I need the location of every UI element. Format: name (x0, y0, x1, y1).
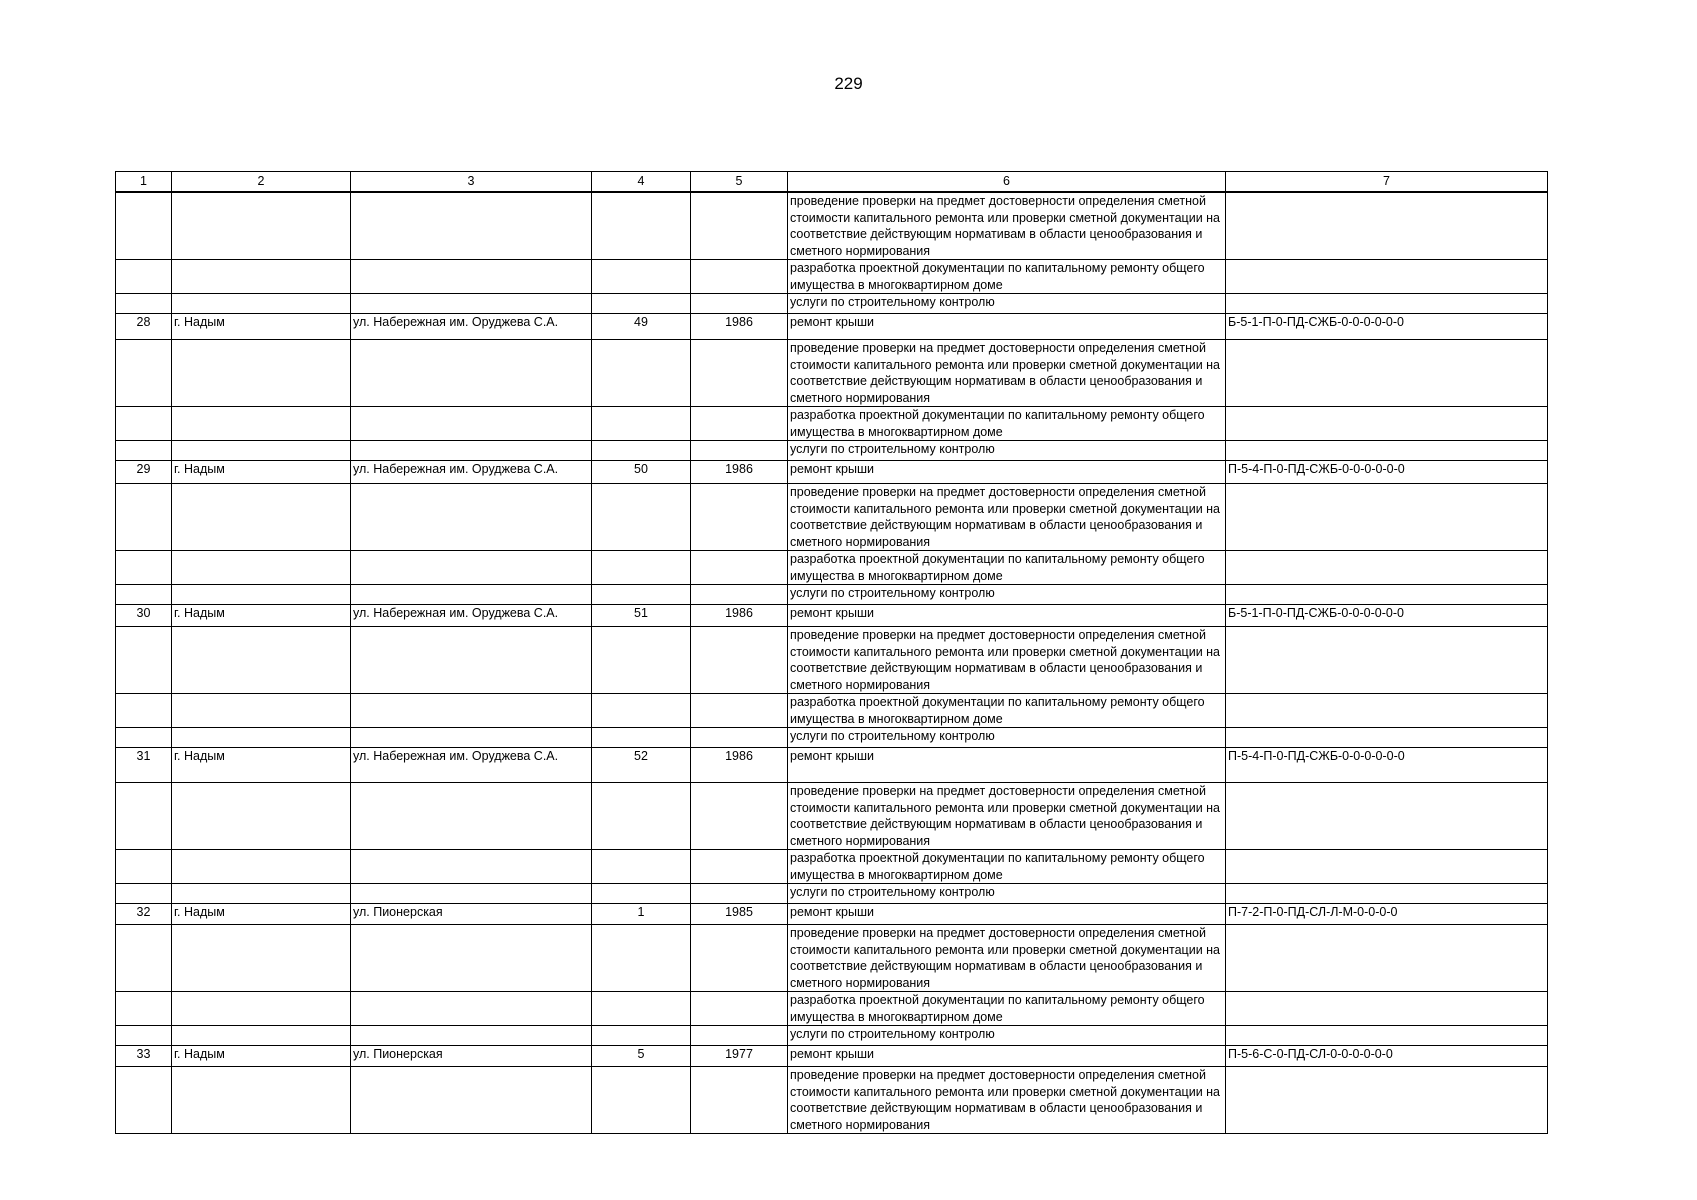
cell-row-number (116, 728, 172, 748)
cell-code (1226, 260, 1548, 294)
cell-code (1226, 585, 1548, 605)
table-row (116, 294, 1548, 314)
table-row (116, 1046, 1548, 1067)
cell-house-number (592, 783, 691, 850)
table-row (116, 484, 1548, 551)
cell-code: Б-5-1-П-0-ПД-СЖБ-0-0-0-0-0-0 (1226, 314, 1548, 340)
table-row (116, 407, 1548, 441)
cell-work-type: проведение проверки на предмет достоверности определения сметной стоимости капитального ремонта или проверки сметной документации на соответствие действующим нормативам в области ценообразования и сметного нормирования (788, 340, 1226, 407)
cell-street (351, 484, 592, 551)
table-body (116, 192, 1548, 1134)
cell-house-number (592, 850, 691, 884)
cell-work-type: услуги по строительному контролю (788, 441, 1226, 461)
cell-work-type: услуги по строительному контролю (788, 585, 1226, 605)
table-row (116, 605, 1548, 627)
cell-city: г. Надым (172, 605, 351, 627)
cell-year-built (691, 694, 788, 728)
cell-street (351, 694, 592, 728)
table-row (116, 585, 1548, 605)
cell-city (172, 728, 351, 748)
cell-row-number (116, 484, 172, 551)
column-header-2: 2 (172, 172, 351, 193)
table-row (116, 783, 1548, 850)
cell-street (351, 1026, 592, 1046)
cell-house-number (592, 192, 691, 260)
cell-house-number (592, 441, 691, 461)
cell-house-number: 51 (592, 605, 691, 627)
cell-year-built (691, 585, 788, 605)
cell-row-number (116, 551, 172, 585)
cell-house-number (592, 1067, 691, 1134)
cell-year-built (691, 992, 788, 1026)
cell-row-number (116, 783, 172, 850)
cell-house-number: 5 (592, 1046, 691, 1067)
cell-city (172, 551, 351, 585)
cell-house-number (592, 294, 691, 314)
cell-year-built: 1986 (691, 605, 788, 627)
cell-street (351, 783, 592, 850)
cell-year-built: 1986 (691, 314, 788, 340)
table-row (116, 1026, 1548, 1046)
cell-street (351, 551, 592, 585)
cell-row-number (116, 585, 172, 605)
cell-city (172, 850, 351, 884)
cell-city (172, 192, 351, 260)
cell-house-number (592, 260, 691, 294)
cell-work-type: ремонт крыши (788, 314, 1226, 340)
cell-city: г. Надым (172, 461, 351, 484)
cell-year-built (691, 925, 788, 992)
column-header-5: 5 (691, 172, 788, 193)
table-row (116, 694, 1548, 728)
cell-code (1226, 1026, 1548, 1046)
cell-work-type: разработка проектной документации по капитальному ремонту общего имущества в многоквартирном доме (788, 260, 1226, 294)
cell-work-type: ремонт крыши (788, 1046, 1226, 1067)
cell-work-type: проведение проверки на предмет достоверности определения сметной стоимости капитального ремонта или проверки сметной документации на соответствие действующим нормативам в области ценообразования и сметного нормирования (788, 783, 1226, 850)
cell-city: г. Надым (172, 1046, 351, 1067)
cell-row-number (116, 441, 172, 461)
cell-work-type: проведение проверки на предмет достоверности определения сметной стоимости капитального ремонта или проверки сметной документации на соответствие действующим нормативам в области ценообразования и сметного нормирования (788, 925, 1226, 992)
cell-city: г. Надым (172, 748, 351, 783)
cell-house-number (592, 340, 691, 407)
table-row (116, 340, 1548, 407)
cell-year-built (691, 627, 788, 694)
cell-street (351, 884, 592, 904)
cell-street: ул. Набережная им. Оруджева С.А. (351, 461, 592, 484)
table-row (116, 925, 1548, 992)
cell-city (172, 484, 351, 551)
cell-house-number (592, 992, 691, 1026)
table-row (116, 551, 1548, 585)
cell-street (351, 260, 592, 294)
cell-work-type: услуги по строительному контролю (788, 728, 1226, 748)
cell-work-type: ремонт крыши (788, 748, 1226, 783)
cell-city (172, 1026, 351, 1046)
cell-row-number (116, 850, 172, 884)
cell-city (172, 783, 351, 850)
cell-city (172, 694, 351, 728)
cell-street (351, 294, 592, 314)
cell-row-number (116, 294, 172, 314)
cell-code: П-7-2-П-0-ПД-СЛ-Л-М-0-0-0-0 (1226, 904, 1548, 925)
cell-year-built (691, 850, 788, 884)
cell-house-number: 1 (592, 904, 691, 925)
cell-year-built (691, 1067, 788, 1134)
cell-street (351, 407, 592, 441)
cell-row-number (116, 407, 172, 441)
cell-house-number (592, 407, 691, 441)
cell-city (172, 1067, 351, 1134)
cell-house-number: 52 (592, 748, 691, 783)
cell-work-type: услуги по строительному контролю (788, 1026, 1226, 1046)
table-row (116, 441, 1548, 461)
table-row (116, 314, 1548, 340)
cell-city (172, 627, 351, 694)
cell-code (1226, 192, 1548, 260)
cell-year-built (691, 407, 788, 441)
cell-year-built (691, 484, 788, 551)
cell-work-type: услуги по строительному контролю (788, 884, 1226, 904)
cell-year-built (691, 340, 788, 407)
column-header-1: 1 (116, 172, 172, 193)
cell-code (1226, 627, 1548, 694)
table-row (116, 461, 1548, 484)
cell-year-built (691, 260, 788, 294)
cell-street: ул. Набережная им. Оруджева С.А. (351, 605, 592, 627)
cell-work-type: услуги по строительному контролю (788, 294, 1226, 314)
cell-house-number (592, 551, 691, 585)
cell-row-number: 29 (116, 461, 172, 484)
cell-row-number (116, 925, 172, 992)
cell-house-number (592, 728, 691, 748)
cell-year-built (691, 728, 788, 748)
cell-row-number (116, 1026, 172, 1046)
cell-row-number: 32 (116, 904, 172, 925)
cell-city (172, 925, 351, 992)
table-row (116, 904, 1548, 925)
cell-row-number (116, 192, 172, 260)
cell-code (1226, 294, 1548, 314)
table-row (116, 627, 1548, 694)
table-row (116, 192, 1548, 260)
cell-city (172, 407, 351, 441)
cell-work-type: разработка проектной документации по капитальному ремонту общего имущества в многоквартирном доме (788, 694, 1226, 728)
cell-row-number (116, 694, 172, 728)
cell-code: П-5-4-П-0-ПД-СЖБ-0-0-0-0-0-0 (1226, 461, 1548, 484)
table-row (116, 748, 1548, 783)
cell-city (172, 884, 351, 904)
cell-work-type: проведение проверки на предмет достоверности определения сметной стоимости капитального ремонта или проверки сметной документации на соответствие действующим нормативам в области ценообразования и сметного нормирования (788, 1067, 1226, 1134)
cell-row-number (116, 627, 172, 694)
cell-city (172, 294, 351, 314)
cell-street (351, 441, 592, 461)
cell-street: ул. Пионерская (351, 904, 592, 925)
cell-house-number (592, 884, 691, 904)
cell-code: П-5-6-С-0-ПД-СЛ-0-0-0-0-0-0 (1226, 1046, 1548, 1067)
column-header-3: 3 (351, 172, 592, 193)
cell-city: г. Надым (172, 314, 351, 340)
cell-code (1226, 484, 1548, 551)
cell-street: ул. Пионерская (351, 1046, 592, 1067)
cell-street (351, 1067, 592, 1134)
cell-house-number: 49 (592, 314, 691, 340)
cell-work-type: проведение проверки на предмет достоверности определения сметной стоимости капитального ремонта или проверки сметной документации на соответствие действующим нормативам в области ценообразования и сметного нормирования (788, 192, 1226, 260)
cell-work-type: проведение проверки на предмет достоверности определения сметной стоимости капитального ремонта или проверки сметной документации на соответствие действующим нормативам в области ценообразования и сметного нормирования (788, 627, 1226, 694)
cell-row-number: 31 (116, 748, 172, 783)
cell-code: П-5-4-П-0-ПД-СЖБ-0-0-0-0-0-0 (1226, 748, 1548, 783)
cell-house-number (592, 1026, 691, 1046)
cell-work-type: проведение проверки на предмет достоверности определения сметной стоимости капитального ремонта или проверки сметной документации на соответствие действующим нормативам в области ценообразования и сметного нормирования (788, 484, 1226, 551)
cell-code (1226, 551, 1548, 585)
cell-row-number (116, 340, 172, 407)
data-table (115, 171, 1548, 1134)
cell-street (351, 585, 592, 605)
cell-street: ул. Набережная им. Оруджева С.А. (351, 748, 592, 783)
cell-street (351, 728, 592, 748)
cell-year-built: 1986 (691, 461, 788, 484)
cell-year-built (691, 884, 788, 904)
cell-street (351, 850, 592, 884)
cell-work-type: разработка проектной документации по капитальному ремонту общего имущества в многоквартирном доме (788, 992, 1226, 1026)
cell-house-number (592, 627, 691, 694)
cell-code (1226, 694, 1548, 728)
cell-work-type: ремонт крыши (788, 605, 1226, 627)
cell-row-number: 33 (116, 1046, 172, 1067)
table-row (116, 992, 1548, 1026)
cell-city (172, 260, 351, 294)
cell-code (1226, 783, 1548, 850)
page-number: 229 (834, 74, 863, 93)
cell-row-number (116, 884, 172, 904)
cell-house-number (592, 484, 691, 551)
cell-city (172, 441, 351, 461)
cell-house-number: 50 (592, 461, 691, 484)
table-row (116, 1067, 1548, 1134)
column-header-6: 6 (788, 172, 1226, 193)
cell-year-built: 1986 (691, 748, 788, 783)
table-row (116, 884, 1548, 904)
cell-street (351, 192, 592, 260)
cell-city (172, 340, 351, 407)
cell-row-number (116, 992, 172, 1026)
cell-code (1226, 728, 1548, 748)
cell-street: ул. Набережная им. Оруджева С.А. (351, 314, 592, 340)
cell-year-built (691, 294, 788, 314)
cell-year-built: 1985 (691, 904, 788, 925)
cell-year-built (691, 441, 788, 461)
column-header-4: 4 (592, 172, 691, 193)
column-header-7: 7 (1226, 172, 1548, 193)
cell-code (1226, 340, 1548, 407)
table-row (116, 728, 1548, 748)
cell-work-type: разработка проектной документации по капитальному ремонту общего имущества в многоквартирном доме (788, 407, 1226, 441)
cell-city: г. Надым (172, 904, 351, 925)
cell-work-type: разработка проектной документации по капитальному ремонту общего имущества в многоквартирном доме (788, 850, 1226, 884)
cell-work-type: ремонт крыши (788, 904, 1226, 925)
cell-city (172, 992, 351, 1026)
cell-code (1226, 884, 1548, 904)
cell-street (351, 992, 592, 1026)
cell-code (1226, 850, 1548, 884)
cell-year-built: 1977 (691, 1046, 788, 1067)
cell-year-built (691, 551, 788, 585)
cell-row-number (116, 1067, 172, 1134)
cell-code (1226, 925, 1548, 992)
cell-work-type: ремонт крыши (788, 461, 1226, 484)
cell-row-number: 28 (116, 314, 172, 340)
cell-year-built (691, 192, 788, 260)
cell-code (1226, 1067, 1548, 1134)
cell-code (1226, 441, 1548, 461)
table-row (116, 260, 1548, 294)
cell-house-number (592, 585, 691, 605)
cell-street (351, 627, 592, 694)
cell-row-number: 30 (116, 605, 172, 627)
cell-year-built (691, 783, 788, 850)
cell-code (1226, 407, 1548, 441)
cell-code: Б-5-1-П-0-ПД-СЖБ-0-0-0-0-0-0 (1226, 605, 1548, 627)
header-row (116, 172, 1548, 193)
cell-row-number (116, 260, 172, 294)
cell-street (351, 340, 592, 407)
cell-street (351, 925, 592, 992)
cell-city (172, 585, 351, 605)
cell-work-type: разработка проектной документации по капитальному ремонту общего имущества в многоквартирном доме (788, 551, 1226, 585)
cell-year-built (691, 1026, 788, 1046)
cell-house-number (592, 694, 691, 728)
cell-house-number (592, 925, 691, 992)
cell-code (1226, 992, 1548, 1026)
table-row (116, 850, 1548, 884)
